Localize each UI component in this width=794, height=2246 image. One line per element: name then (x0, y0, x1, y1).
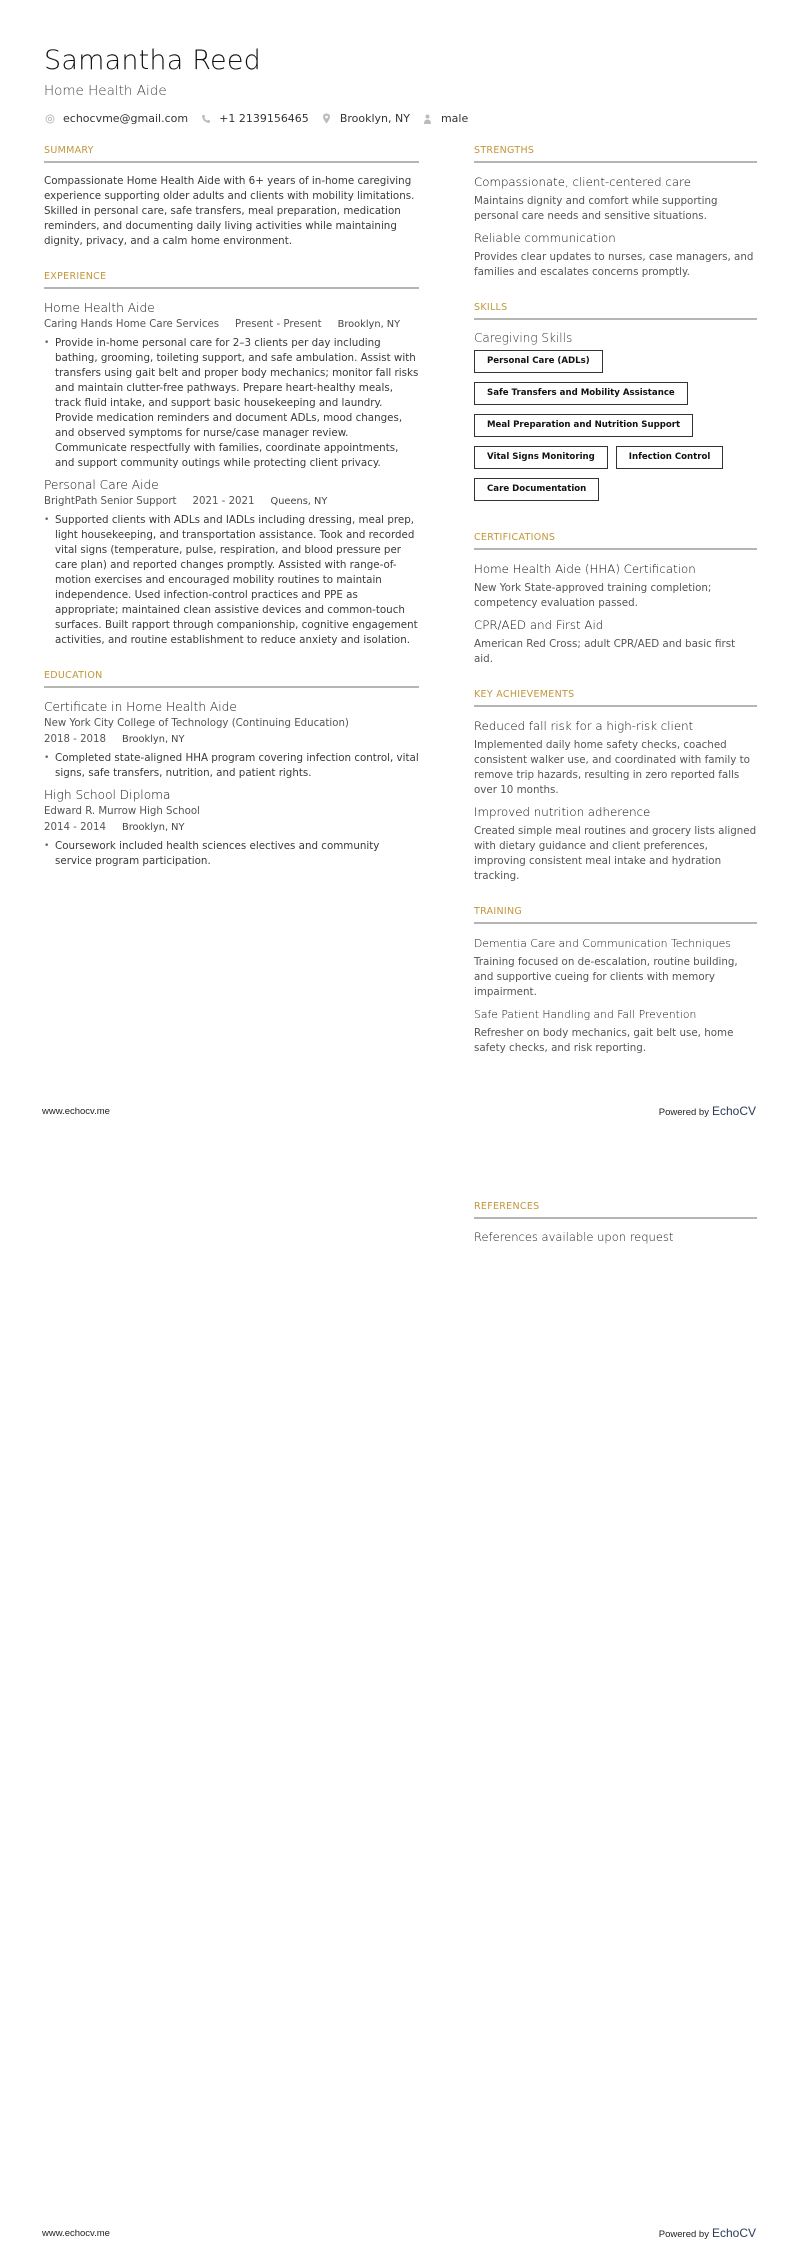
job-bullets (44, 513, 419, 648)
resume-header (44, 44, 744, 125)
achievements-heading: KEY ACHIEVEMENTS (474, 689, 757, 707)
contact-email-value: echocvme@gmail.com (63, 112, 189, 125)
achievement-title: Reduced fall risk for a high-risk client (474, 719, 694, 733)
training-heading: TRAINING (474, 906, 757, 924)
powered-by-label: Powered by (658, 2229, 709, 2240)
location-pin-icon (321, 113, 333, 125)
edu-dates: 2018 - 2018 (44, 734, 107, 745)
edu-school: Edward R. Murrow High School (44, 806, 200, 817)
candidate-title: Home Health Aide (44, 83, 167, 99)
training-title: Dementia Care and Communication Techniques (474, 937, 731, 950)
strength-title: Compassionate, client-centered care (474, 175, 691, 189)
footer-url-link[interactable]: www.echocv.me (42, 2227, 110, 2239)
skill-tag: Safe Transfers and Mobility Assistance (474, 382, 688, 405)
edu-degree: Certificate in Home Health Aide (44, 700, 237, 714)
skill-tags (474, 350, 757, 510)
education-entry (44, 787, 419, 869)
certifications-section (474, 532, 757, 667)
skills-section (474, 302, 757, 510)
training-section (474, 906, 757, 1056)
edu-bullet: • Completed state-aligned HHA program covering infection control, vital signs, safe transfers, nutrition, and patient rights. (44, 751, 419, 781)
job-company: Caring Hands Home Care Services (44, 319, 220, 330)
page-footer-2 (42, 2226, 756, 2240)
education-heading: EDUCATION (44, 670, 419, 688)
contact-phone-value: +1 2139156465 (219, 112, 309, 125)
training-desc: Refresher on body mechanics, gait belt use, home safety checks, and risk reporting. (474, 1027, 734, 1054)
job-role: Home Health Aide (44, 301, 155, 315)
person-icon (422, 113, 434, 125)
contact-email[interactable] (44, 112, 188, 125)
education-entry (44, 699, 419, 781)
strength-desc: Maintains dignity and comfort while supporting personal care needs and sensitive situations. (474, 195, 718, 222)
edu-bullets (44, 751, 419, 781)
experience-heading: EXPERIENCE (44, 271, 419, 289)
references-heading: REFERENCES (474, 1201, 757, 1219)
job-bullets (44, 336, 419, 471)
job-meta (44, 494, 419, 510)
job-company: BrightPath Senior Support (44, 496, 177, 507)
contact-gender (422, 112, 468, 125)
cert-desc: New York State-approved training completion; competency evaluation passed. (474, 582, 712, 609)
job-bullet: • Provide in-home personal care for 2–3 clients per day including bathing, grooming, toileting support, and safe ambulation. Assist with transfers using gait belt and proper body mechanics; monitor fall risks and maintain clutter-free pathways. Prepare heart-healthy meals, track fluid intake, and support basic housekeeping and laundry. Provide medication reminders and document ADLs, mood changes, and observed symptoms for nurse/case manager review. Communicate respectfully with families, coordinate appointments, and support community outings while protecting client privacy. (44, 336, 419, 471)
contact-location-value: Brooklyn, NY (339, 112, 410, 125)
achievements-section (474, 689, 757, 884)
summary-text: Compassionate Home Health Aide with 6+ years of in-home caregiving experience supporting older adults and clients with mobility limitations. Skilled in personal care, safe transfers, meal preparation, medication reminders, and documenting daily living activities while maintaining dignity, privacy, and a calm home environment. (44, 175, 415, 247)
achievement-desc: Created simple meal routines and grocery lists aligned with dietary guidance and client preferences, improving consistent meal intake and hydration tracking. (474, 825, 757, 882)
experience-entry (44, 300, 419, 471)
contact-location (321, 112, 410, 125)
contact-gender-value: male (440, 112, 469, 125)
skills-heading: SKILLS (474, 302, 757, 320)
powered-by[interactable] (659, 2226, 756, 2240)
cert-desc: American Red Cross; adult CPR/AED and basic first aid. (474, 638, 736, 665)
strength-desc: Provides clear updates to nurses, case managers, and families and escalates concerns promptly. (474, 251, 754, 278)
training-title: Safe Patient Handling and Fall Prevention (474, 1008, 697, 1021)
job-location: Brooklyn, NY (337, 319, 401, 330)
edu-dates: 2014 - 2014 (44, 822, 107, 833)
strength-title: Reliable communication (474, 231, 616, 245)
edu-location: Brooklyn, NY (122, 822, 185, 833)
powered-by[interactable] (659, 1104, 756, 1118)
achievement-desc: Implemented daily home safety checks, coached consistent walker use, and coordinated with family to remove trip hazards, resulting in zero reported falls over 10 months. (474, 739, 750, 796)
training-desc: Training focused on de-escalation, routine building, and supportive cueing for clients with memory impairment. (474, 956, 738, 998)
edu-school: New York City College of Technology (Continuing Education) (44, 718, 349, 729)
skill-group-title: Caregiving Skills (474, 331, 573, 345)
brand-logo: EchoCV (711, 2226, 756, 2240)
cert-title: CPR/AED and First Aid (474, 618, 604, 632)
edu-degree: High School Diploma (44, 788, 171, 802)
skill-tag: Meal Preparation and Nutrition Support (474, 414, 693, 437)
left-column (44, 145, 419, 891)
phone-icon (200, 113, 212, 125)
edu-meta (44, 820, 419, 836)
footer-url-link[interactable]: www.echocv.me (42, 1105, 110, 1117)
skill-tag: Personal Care (ADLs) (474, 350, 603, 373)
summary-heading: SUMMARY (44, 145, 419, 163)
page-footer (42, 1104, 756, 1118)
job-bullet: • Supported clients with ADLs and IADLs including dressing, meal prep, light housekeeping, and transportation assistance. Took and recorded vital signs (temperature, pulse, respiration, and blood pressure per care plan) and reported changes promptly. Assisted with range-of-motion exercises and encouraged mobility routines to maintain independence. Used infection-control practices and PPE as appropriate; maintained clean assistive devices and common-touch surfaces. Built rapport through companionship, cognitive engagement activities, and routine establishment to reduce anxiety and isolation. (44, 513, 419, 648)
skill-tag: Care Documentation (474, 478, 599, 501)
summary-section (44, 145, 419, 249)
skill-tag: Infection Control (616, 446, 724, 469)
powered-by-label: Powered by (658, 1107, 709, 1118)
job-role: Personal Care Aide (44, 478, 159, 492)
right-column (474, 145, 757, 1078)
edu-bullets (44, 839, 419, 869)
references-section (474, 1201, 757, 1244)
candidate-name: Samantha Reed (44, 45, 261, 76)
job-dates: 2021 - 2021 (192, 496, 255, 507)
strengths-section (474, 145, 757, 280)
strengths-heading: STRENGTHS (474, 145, 757, 163)
experience-entry (44, 477, 419, 648)
references-text: References available upon request (474, 1230, 674, 1244)
contact-phone[interactable] (200, 112, 309, 125)
job-dates: Present - Present (235, 319, 322, 330)
contact-list (44, 112, 744, 125)
at-icon (44, 113, 56, 125)
edu-location: Brooklyn, NY (122, 734, 185, 745)
certifications-heading: CERTIFICATIONS (474, 532, 757, 550)
education-section (44, 670, 419, 869)
brand-logo: EchoCV (711, 1104, 756, 1118)
experience-section (44, 271, 419, 648)
edu-bullet: • Coursework included health sciences electives and community service program participation. (44, 839, 419, 869)
skill-tag: Vital Signs Monitoring (474, 446, 608, 469)
job-meta (44, 317, 419, 333)
achievement-title: Improved nutrition adherence (474, 805, 651, 819)
cert-title: Home Health Aide (HHA) Certification (474, 562, 696, 576)
job-location: Queens, NY (270, 496, 328, 507)
edu-meta (44, 732, 419, 748)
